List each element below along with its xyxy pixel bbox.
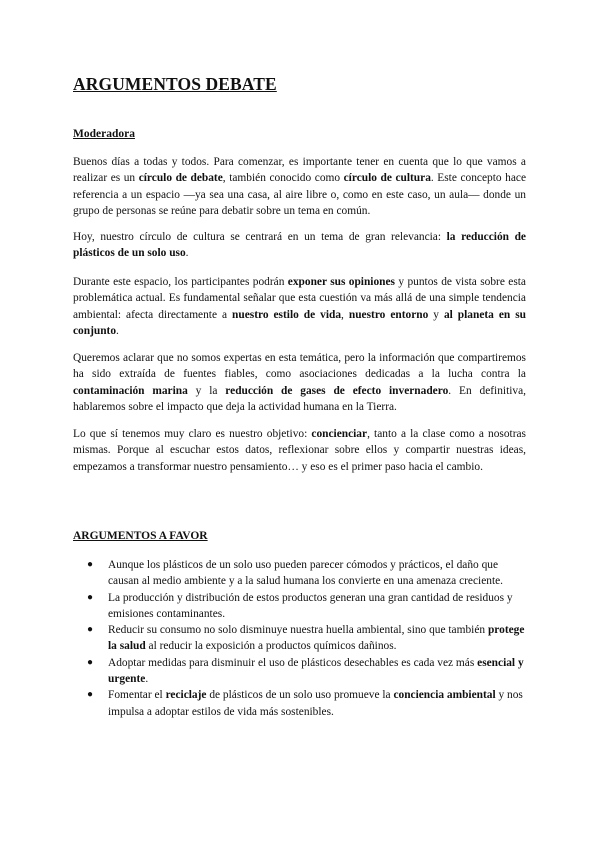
bold-phrase: reducción de gases de efecto invernadero bbox=[225, 384, 449, 397]
bold-phrase: conciencia ambiental bbox=[393, 689, 496, 702]
moderator-paragraph-2: Hoy, nuestro círculo de cultura se centrará en un tema de gran relevancia: la reducción de plásticos de un solo uso. bbox=[73, 231, 526, 260]
list-item bbox=[73, 590, 526, 623]
bold-phrase: al planeta en su conjunto bbox=[73, 308, 526, 338]
favor-arguments-list bbox=[73, 557, 526, 720]
bold-phrase: círculo de debate bbox=[138, 172, 223, 185]
bold-phrase: protege la salud bbox=[108, 624, 525, 653]
list-item bbox=[73, 557, 526, 590]
bold-phrase: contaminación marina bbox=[73, 384, 188, 397]
bold-phrase: círculo de cultura bbox=[343, 172, 431, 185]
list-item-text: Adoptar medidas para disminuir el uso de plásticos desechables es cada vez más esencial y urgente. bbox=[108, 656, 524, 686]
document-title: ARGUMENTOS DEBATE bbox=[73, 74, 277, 94]
list-item-text: Aunque los plásticos de un solo uso pueden parecer cómodos y prácticos, el daño que causan al medio ambiente y a la salud humana los convierte en una amenaza creciente. bbox=[108, 559, 504, 588]
bullet-icon: ● bbox=[87, 689, 94, 701]
bold-phrase: nuestro entorno bbox=[348, 308, 429, 321]
list-item-text: La producción y distribución de estos productos generan una gran cantidad de residuos y emisiones contaminantes. bbox=[108, 591, 513, 620]
bold-phrase: la reducción de plásticos de un solo uso bbox=[73, 231, 526, 260]
bold-phrase: reciclaje bbox=[165, 689, 207, 702]
bold-phrase: concienciar bbox=[311, 428, 368, 440]
bullet-icon: ● bbox=[87, 559, 94, 570]
moderator-paragraph-3: Durante este espacio, los participantes podrán exponer sus opiniones y puntos de vista sobre esta problemática actual. Es fundamental señalar que esta cuestión va más allá de una simple tendencia ambiental: afecta directamente a nuestro estilo de vida, nuestro entorno y al planeta en su conjunto. bbox=[73, 276, 526, 338]
list-item-text: Reducir su consumo no solo disminuye nuestra huella ambiental, sino que también protege la salud al reducir la exposición a productos químicos dañinos. bbox=[108, 624, 525, 653]
list-item bbox=[73, 687, 526, 720]
bold-phrase: nuestro estilo de vida bbox=[232, 308, 342, 321]
list-item-text: Fomentar el reciclaje de plásticos de un solo uso promueve la conciencia ambiental y nos impulsa a adoptar estilos de vida más sostenibles. bbox=[108, 689, 523, 718]
moderator-paragraph-5: Lo que sí tenemos muy claro es nuestro objetivo: concienciar, tanto a la clase como a nosotras mismas. Porque al escuchar estos datos, reflexionar sobre ellos y compartir nuestras ideas, empezamos a transformar nuestro pensamiento… y eso es el primer paso hacia el cambio. bbox=[73, 428, 526, 473]
bullet-icon: ● bbox=[87, 656, 94, 668]
moderator-paragraph-1: Buenos días a todas y todos. Para comenzar, es importante tener en cuenta que lo que vamos a realizar es un círculo de debate, también conocido como círculo de cultura. Este concepto hace referencia a un espacio —ya sea una casa, al aire libre o, como en este caso, un aula— donde un grupo de personas se reúne para debatir sobre un tema en común. bbox=[73, 156, 526, 218]
bullet-icon: ● bbox=[87, 591, 94, 603]
favor-heading: ARGUMENTOS A FAVOR bbox=[73, 530, 208, 542]
list-item bbox=[73, 655, 526, 688]
bold-phrase: esencial y urgente bbox=[108, 656, 524, 686]
bullet-icon: ● bbox=[87, 624, 94, 636]
moderator-heading: Moderadora bbox=[73, 128, 135, 140]
moderator-paragraph-4: Queremos aclarar que no somos expertas en esta temática, pero la información que compartiremos ha sido extraída de fuentes fiables, como asociaciones dedicadas a la lucha contra la contaminación marina y la reducción de gases de efecto invernadero. En definitiva, hablaremos sobre el impacto que deja la actividad humana en la Tierra. bbox=[73, 352, 526, 414]
bold-phrase: exponer sus opiniones bbox=[287, 276, 395, 288]
list-item bbox=[73, 622, 526, 655]
